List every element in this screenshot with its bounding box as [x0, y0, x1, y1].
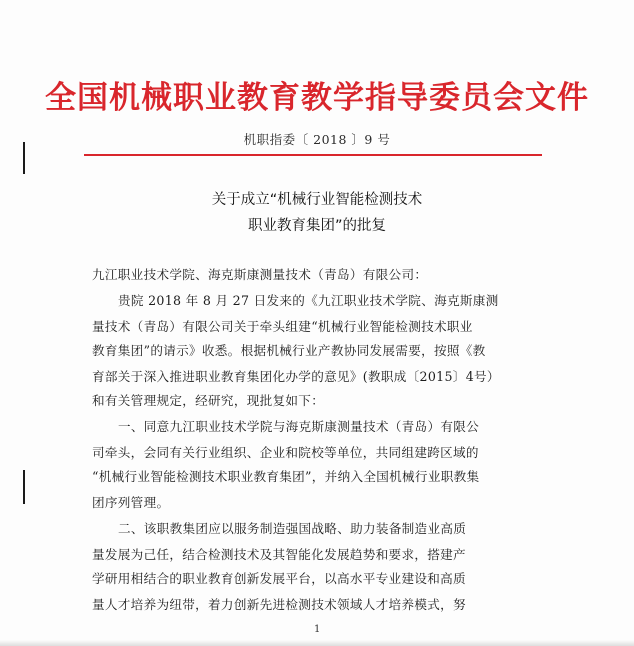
body-line: 教育集团”的请示》收悉。根据机械行业产教协同发展需要，按照《教 [92, 343, 486, 358]
addressee-line: 九江职业技术学院、海克斯康测量技术（青岛）有限公司： [92, 267, 428, 282]
body-line: 司牵头，会同有关行业组织、企业和院校等单位，共同组建跨区域的 [92, 445, 479, 460]
body-line: 贵院 2018 年 8 月 27 日发来的《九江职业技术学院、海克斯康测 [118, 293, 499, 308]
body-line: 量技术（青岛）有限公司关于牵头组建“机械行业智能检测技术职业 [92, 319, 473, 334]
document-number: 机职指委〔 2018 〕9 号 [243, 132, 391, 147]
body-line: 学研用相结合的职业教育创新发展平台，以高水平专业建设和高质 [92, 571, 466, 586]
binding-margin-mark [23, 470, 25, 504]
document-header-title: 全国机械职业教育教学指导委员会文件 [45, 80, 589, 116]
body-line: 育部关于深入推进职业教育集团化办学的意见》(教职成〔2015〕4号） [92, 369, 500, 384]
body-line: 和有关管理规定，经研究，现批复如下： [92, 393, 325, 408]
subject-line-1: 关于成立“机械行业智能检测技术 [211, 192, 423, 208]
page-edge-shadow [0, 640, 634, 646]
body-line: 量发展为己任，结合检测技术及其智能化发展趋势和要求，搭建产 [92, 547, 466, 562]
body-line: 量人才培养为纽带，着力创新先进检测技术领域人才培养模式，努 [92, 597, 466, 612]
body-line: “机械行业智能检测技术职业教育集团”，并纳入全国机械行业职教集 [92, 469, 480, 484]
body-line: 团序列管理。 [92, 495, 170, 510]
body-line: 一、同意九江职业技术学院与海克斯康测量技术（青岛）有限公 [118, 419, 480, 434]
binding-margin-mark [23, 142, 25, 174]
page-number: 1 [314, 624, 321, 635]
red-separator-line [84, 154, 542, 156]
subject-line-2: 职业教育集团”的批复 [247, 218, 386, 234]
body-line: 二、该职教集团应以服务制造强国战略、助力装备制造业高质 [118, 521, 467, 536]
